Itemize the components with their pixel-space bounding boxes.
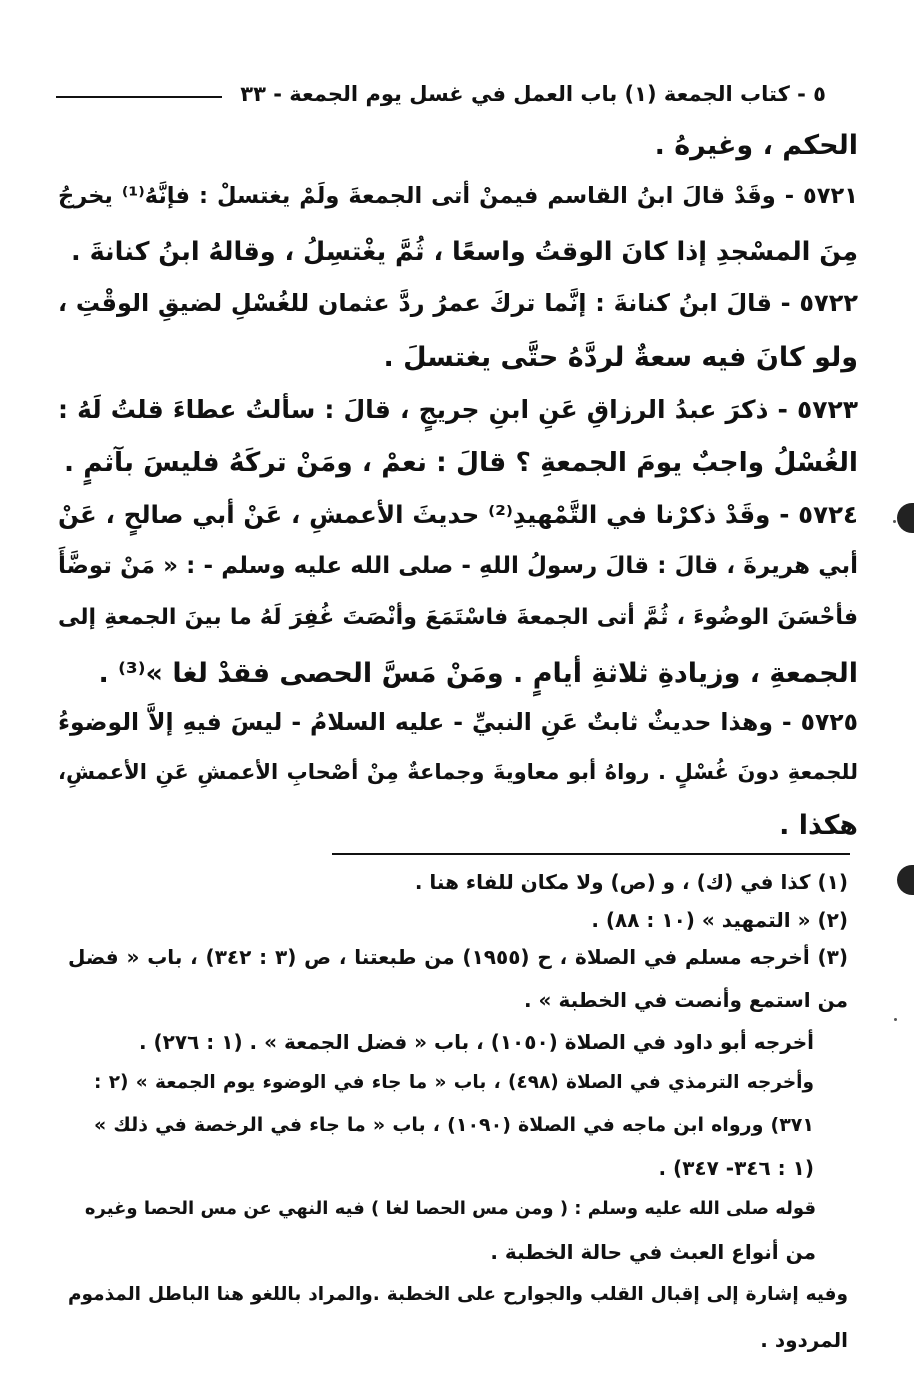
body-line: للجمعةِ دونَ غُسْلٍ . رواهُ أبو معاويةَ وجماعةٌ مِنْ أصْحابِ الأعمشِ عَنِ الأعمشِ، — [58, 760, 858, 784]
body-line: ولو كانَ فيه سعةٌ لردَّهُ حتَّى يغتسلَ . — [383, 342, 858, 373]
footnote-separator — [332, 853, 850, 855]
margin-scan-mark — [897, 865, 914, 895]
footnote-line: (٣) أخرجه مسلم في الصلاة ، ح (١٩٥٥) من طبعتنا ، ص (٣ : ٣٤٢) ، باب « فضل — [68, 945, 849, 969]
body-line: ٥٧٢١ - وقَدْ قالَ ابنُ القاسم فيمنْ أتى الجمعةَ ولَمْ يغتسلْ : فإنَّهُ⁽¹⁾ يخرجُ — [58, 183, 858, 209]
body-line: ٥٧٢٥ - وهذا حديثٌ ثابتٌ عَنِ النبيِّ - عليه السلامُ - ليسَ فيهِ إلاَّ الوضوءُ — [58, 708, 858, 736]
body-line: الجمعةِ ، وزيادةِ ثلاثةِ أيامٍ . ومَنْ مَسَّ الحصى فقدْ لغا »⁽³⁾ . — [98, 658, 858, 689]
body-line: أبي هريرةَ ، قالَ : قالَ رسولُ اللهِ - صلى الله عليه وسلم - : « مَنْ توضَّأَ — [58, 553, 858, 579]
footnote-line: من استمع وأنصت في الخطبة » . — [524, 988, 848, 1012]
body-line: فأحْسَنَ الوضُوءَ ، ثُمَّ أتى الجمعةَ فاسْتَمَعَ وأنْصَتَ غُفِرَ لَهُ ما بينَ الجمعةِ إلى — [58, 605, 858, 630]
margin-scan-mark — [897, 503, 914, 533]
footnote-line: قوله صلى الله عليه وسلم : ( ومن مس الحصا لغا ) فيه النهي عن مس الحصا وغيره — [84, 1198, 816, 1219]
footnote-line: (١) كذا في (ك) ، و (ص) ولا مكان للفاء هنا . — [414, 870, 848, 894]
body-line: الحكم ، وغيرهُ . — [654, 130, 858, 161]
body-line: هكذا . — [779, 810, 858, 841]
body-line: ٥٧٢٢ - قالَ ابنُ كنانةَ : إنَّما تركَ عمرُ ردَّ عثمان للغُسْلِ لضيقِ الوقْتِ ، — [58, 289, 858, 317]
scan-speck — [894, 1018, 897, 1021]
footnote-line: المردود . — [760, 1328, 848, 1352]
body-line: الغُسْلُ واجبٌ يومَ الجمعةِ ؟ قالَ : نعمْ ، ومَنْ تركَهُ فليسَ بآثمٍ . — [64, 447, 858, 478]
footnote-line: ٣٧١) ورواه ابن ماجه في الصلاة (١٠٩٠) ، باب « ما جاء في الرخصة في ذلك » — [94, 1114, 814, 1136]
footnote-line: (١ : ٣٤٦- ٣٤٧) . — [658, 1156, 814, 1180]
body-line: مِنَ المسْجدِ إذا كانَ الوقتُ واسعًا ، ثُمَّ يغْتسِلُ ، وقالهُ ابنُ كنانةَ . — [71, 237, 858, 267]
body-line: ٥٧٢٣ - ذكرَ عبدُ الرزاقِ عَنِ ابنِ جريجٍ ، قالَ : سألتُ عطاءَ قلتُ لَهُ : — [58, 395, 858, 424]
body-line: ٥٧٢٤ - وقَدْ ذكرْنا في التَّمْهيدِ⁽²⁾ حديثَ الأعمشِ ، عَنْ أبي صالحٍ ، عَنْ — [58, 500, 858, 529]
footnote-line: (٢) « التمهيد » (١٠ : ٨٨) . — [591, 908, 848, 932]
footnote-line: أخرجه أبو داود في الصلاة (١٠٥٠) ، باب « فضل الجمعة » . (١ : ٢٧٦) . — [138, 1030, 814, 1054]
footnote-line: وأخرجه الترمذي في الصلاة (٤٩٨) ، باب « ما جاء في الوضوء يوم الجمعة » (٢ : — [94, 1072, 814, 1093]
running-header-title: ٥ - كتاب الجمعة (١) باب العمل في غسل يوم الجمعة - ٣٣ — [240, 82, 826, 106]
running-header — [56, 74, 826, 114]
footnote-line: من أنواع العبث في حالة الخطبة . — [490, 1240, 816, 1264]
footnote-line: وفيه إشارة إلى إقبال القلب والجوارح على الخطبة .والمراد باللغو هنا الباطل المذموم — [68, 1284, 848, 1305]
scan-speck — [893, 520, 896, 523]
header-rule — [56, 96, 222, 98]
